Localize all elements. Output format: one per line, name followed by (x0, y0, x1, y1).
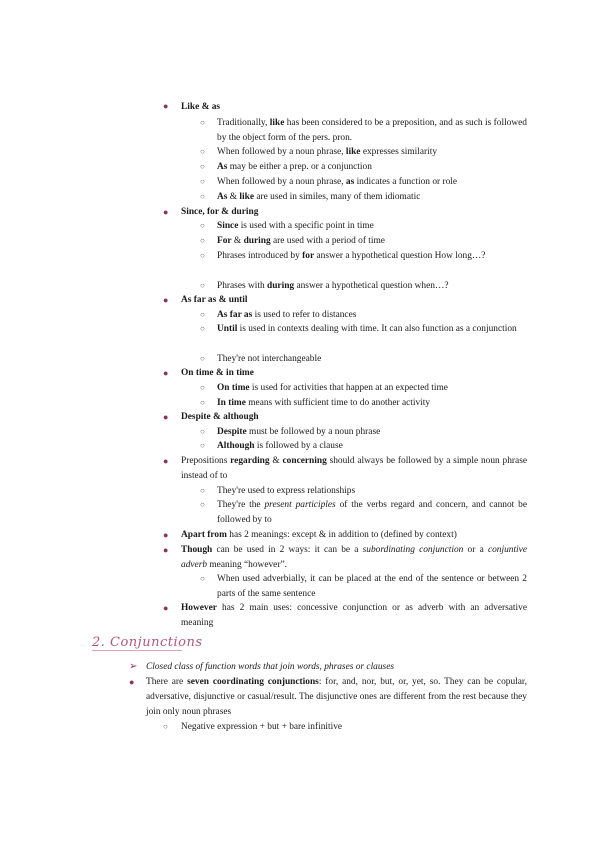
sub-bullet-icon: ○ (200, 574, 205, 583)
heading-since-for-during: Since, for & during (181, 207, 259, 217)
list-item: Phrases introduced by for answer a hypothetical question How long…? (217, 251, 486, 261)
list-item: There are seven coordinating conjunctions: for, and, nor, but, or, yet, so. They can be copular, adversative, disjunctive or casual/result. The disjunctive ones are different from the rest because they join only noun phrases (146, 677, 527, 717)
sub-bullet-icon: ○ (200, 147, 205, 156)
list-item: However has 2 main uses: concessive conjunction or as adverb with an adversative meaning (181, 603, 527, 628)
sub-bullet-icon: ○ (200, 383, 205, 392)
sub-bullet-icon: ○ (200, 310, 205, 319)
bullet-icon: ● (163, 530, 169, 540)
list-item: When followed by a noun phrase, like expresses similarity (217, 147, 438, 157)
bullet-icon: ● (163, 456, 169, 466)
list-item: As may be either a prep. or a conjunction (217, 162, 372, 172)
list-item: When used adverbially, it can be placed at the end of the sentence or between 2 parts of the same sentence (217, 574, 527, 599)
sub-bullet-icon: ○ (200, 486, 205, 495)
sub-bullet-icon: ○ (200, 281, 205, 290)
bullet-icon: ● (163, 207, 169, 217)
list-item: Apart from has 2 meanings: except & in addition to (defined by context) (181, 530, 457, 540)
list-item: They're used to express relationships (217, 486, 356, 496)
bullet-icon: ● (163, 101, 169, 111)
bullet-icon: ● (163, 412, 169, 422)
list-item: Traditionally, like has been considered to be a preposition, and as such is followed by the object form of the pers. pron. (217, 118, 527, 143)
heading-as-far-as-until: As far as & until (181, 295, 248, 305)
list-item: As far as is used to refer to distances (217, 310, 357, 320)
bullet-icon: ● (163, 368, 169, 378)
sub-bullet-icon: ○ (200, 162, 205, 171)
list-item: Though can be used in 2 ways: it can be a subordinating conjunction or a conjuntive adverb meaning “however”. (181, 545, 527, 570)
section-heading-conjunctions: 2. Conjunctions (92, 635, 203, 650)
sub-bullet-icon: ○ (163, 722, 168, 731)
sub-bullet-icon: ○ (200, 236, 205, 245)
list-item: As & like are used in similes, many of them idiomatic (217, 192, 421, 202)
list-item: Despite must be followed by a noun phrase (217, 427, 381, 437)
list-item: They're the present participles of the verbs regard and concern, and cannot be followed by to (217, 500, 527, 525)
bullet-icon: ● (163, 603, 169, 613)
bullet-icon: ● (163, 295, 169, 305)
sub-bullet-icon: ○ (200, 500, 205, 509)
list-item: Prepositions regarding & concerning should always be followed by a simple noun phrase instead of to (181, 456, 527, 481)
heading-like-as: Like & as (181, 102, 221, 112)
bullet-icon: ● (163, 545, 169, 555)
list-item: When followed by a noun phrase, as indicates a function or role (217, 177, 458, 187)
arrow-bullet-icon: ➢ (129, 661, 138, 672)
list-item: They're not interchangeable (217, 354, 322, 364)
heading-underline (92, 650, 182, 651)
sub-bullet-icon: ○ (200, 118, 205, 127)
list-item: Negative expression + but + bare infinitive (181, 722, 343, 732)
sub-bullet-icon: ○ (200, 427, 205, 436)
sub-bullet-icon: ○ (200, 324, 205, 333)
sub-bullet-icon: ○ (200, 177, 205, 186)
list-item: Since is used with a specific point in time (217, 221, 374, 231)
list-item: For & during are used with a period of time (217, 236, 385, 246)
definition-text: Closed class of function words that join words, phrases or clauses (146, 662, 395, 672)
list-item: On time is used for activities that happen at an expected time (217, 383, 448, 393)
sub-bullet-icon: ○ (200, 221, 205, 230)
list-item: Phrases with during answer a hypothetical question when…? (217, 281, 449, 291)
list-item: In time means with sufficient time to do another activity (217, 398, 431, 408)
heading-despite-although: Despite & although (181, 412, 259, 422)
sub-bullet-icon: ○ (200, 251, 205, 260)
list-item: Until is used in contexts dealing with time. It can also function as a conjunction (217, 324, 517, 334)
sub-bullet-icon: ○ (200, 441, 205, 450)
sub-bullet-icon: ○ (200, 192, 205, 201)
sub-bullet-icon: ○ (200, 398, 205, 407)
heading-on-time-in-time: On time & in time (181, 368, 254, 378)
sub-bullet-icon: ○ (200, 354, 205, 363)
bullet-icon: ● (129, 677, 135, 687)
list-item: Although is followed by a clause (217, 441, 343, 451)
